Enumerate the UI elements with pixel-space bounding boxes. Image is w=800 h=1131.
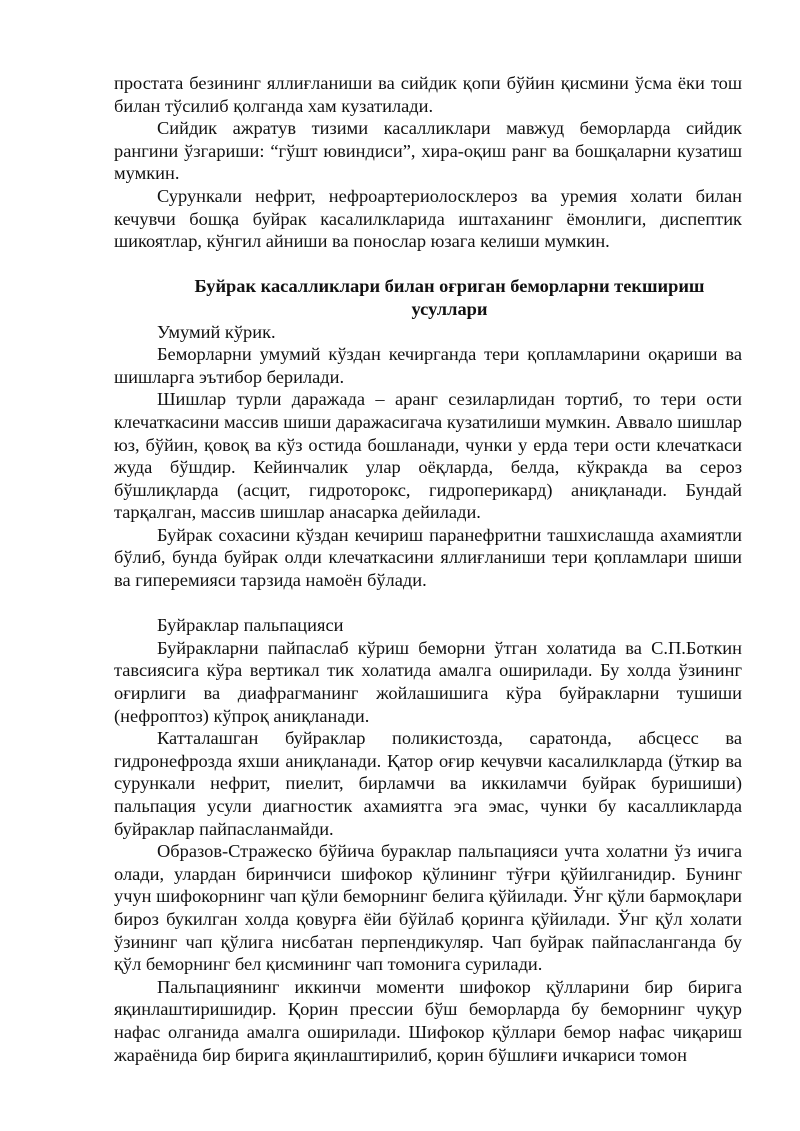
paragraph: Образов-Стражеско бўйича бураклар пальпацияси учта холатни ўз ичига олади, улардан биринчиси шифокор қўлининг тўғри қўйилганидир. Бунинг учун шифокорнинг чап қўли беморнинг белига қўйилади. Ўнг қўли бармоқлари бироз букилган холда қовурға ёйи бўйлаб қоринга қўйилади. Ўнг қўл холати ўзининг чап қўлига нисбатан перпендикуляр. Чап буйрак пайпасланганда бу қўл беморнинг бел қисмининг чап томонига сурилади.	[114, 841, 742, 975]
paragraph: Сурункали нефрит, нефроартериолосклероз ва уремия холати билан кечувчи бошқа буйрак касалилкларида иштаханинг ёмонлиги, диспептик шикоятлар, кўнгил айниши ва поноcлар юзага келиши мумкин.	[114, 185, 742, 252]
blank-line	[114, 592, 742, 615]
paragraph: Умумий кўрик.	[157, 321, 276, 342]
paragraph: Буйраклар пальпацияси	[157, 615, 344, 636]
paragraph: Буйрак сохасини кўздан кечириш паранефритни ташхислашда ахамиятли бўлиб, бунда буйрак олди клечаткасини яллиғланиши тери қопламлари шиши ва гиперемияси тарзида намоён бўлади.	[114, 524, 742, 591]
paragraph: Катталашган буйраклар поликистозда, саратонда, абсцесс ва гидронефрозда яхши аниқланади. Қатор оғир кечувчи касалилкларда (ўткир ва сурункали нефрит, пиелит, бирламчи ва иккиламчи буйрак буришиши) пальпация усули диагностик ахамиятга эга эмас, чунки бу касалликларда буйраклар пайпасланмайди.	[114, 728, 742, 839]
section-heading: Буйрак касалликлари билан оғриган беморларни текшириш усуллари	[194, 276, 705, 319]
paragraph: Сийдик ажратув тизими касалликлари мавжуд беморларда сийдик рангини ўзгариши: “гўшт ювиндиси”, хира-оқиш ранг ва бошқаларни кузатиш мумкин.	[114, 118, 742, 184]
document-body	[114, 72, 742, 1066]
paragraph: простата безининг яллиғланиши ва сийдик қопи бўйин қисмини ўсма ёки тош билан тўсилиб қолганда хам кузатилади.	[114, 73, 742, 116]
paragraph: Шишлар турли даражада – аранг сезиларлидан тортиб, то тери ости клечаткасини массив шиши даражасигача кузатилиши мумкин. Аввало шишлар юз, бўйин, қовоқ ва кўз остида бошланади, чунки у ерда тери ости клечаткаси жуда бўшдир. Кейинчалик улар оёқларда, белда, кўкракда ва сероз бўшлиқларда (асцит, гидроторокс, гидроперикард) аниқланади. Бундай тарқалган, массив шишлар анасарка дейилади.	[114, 389, 742, 523]
paragraph: Пальпациянинг иккинчи моменти шифокор қўлларини бир бирига яқинлаштиришидир. Қорин прессии бўш беморларда бу беморнинг чуқур нафас олганида амалга оширилади. Шифокор қўллари бемор нафас чиқариш жараёнида бир бирига яқинлаштирилиб, қорин бўшлиғи ичкариси томон	[114, 976, 742, 1065]
paragraph: Беморларни умумий кўздан кечирганда тери қопламларини оқариши ва шишларга эътибор берилади.	[114, 344, 742, 387]
paragraph: Буйракларни пайпаслаб кўриш беморни ўтган холатида ва С.П.Боткин тавсиясига кўра вертикал тик холатида амалга оширилади. Бу холда ўзининг оғирлиги ва диафрагманинг жойлашишига кўра буйракларни тушиши (нефроптоз) кўпроқ аниқланади.	[114, 637, 742, 726]
